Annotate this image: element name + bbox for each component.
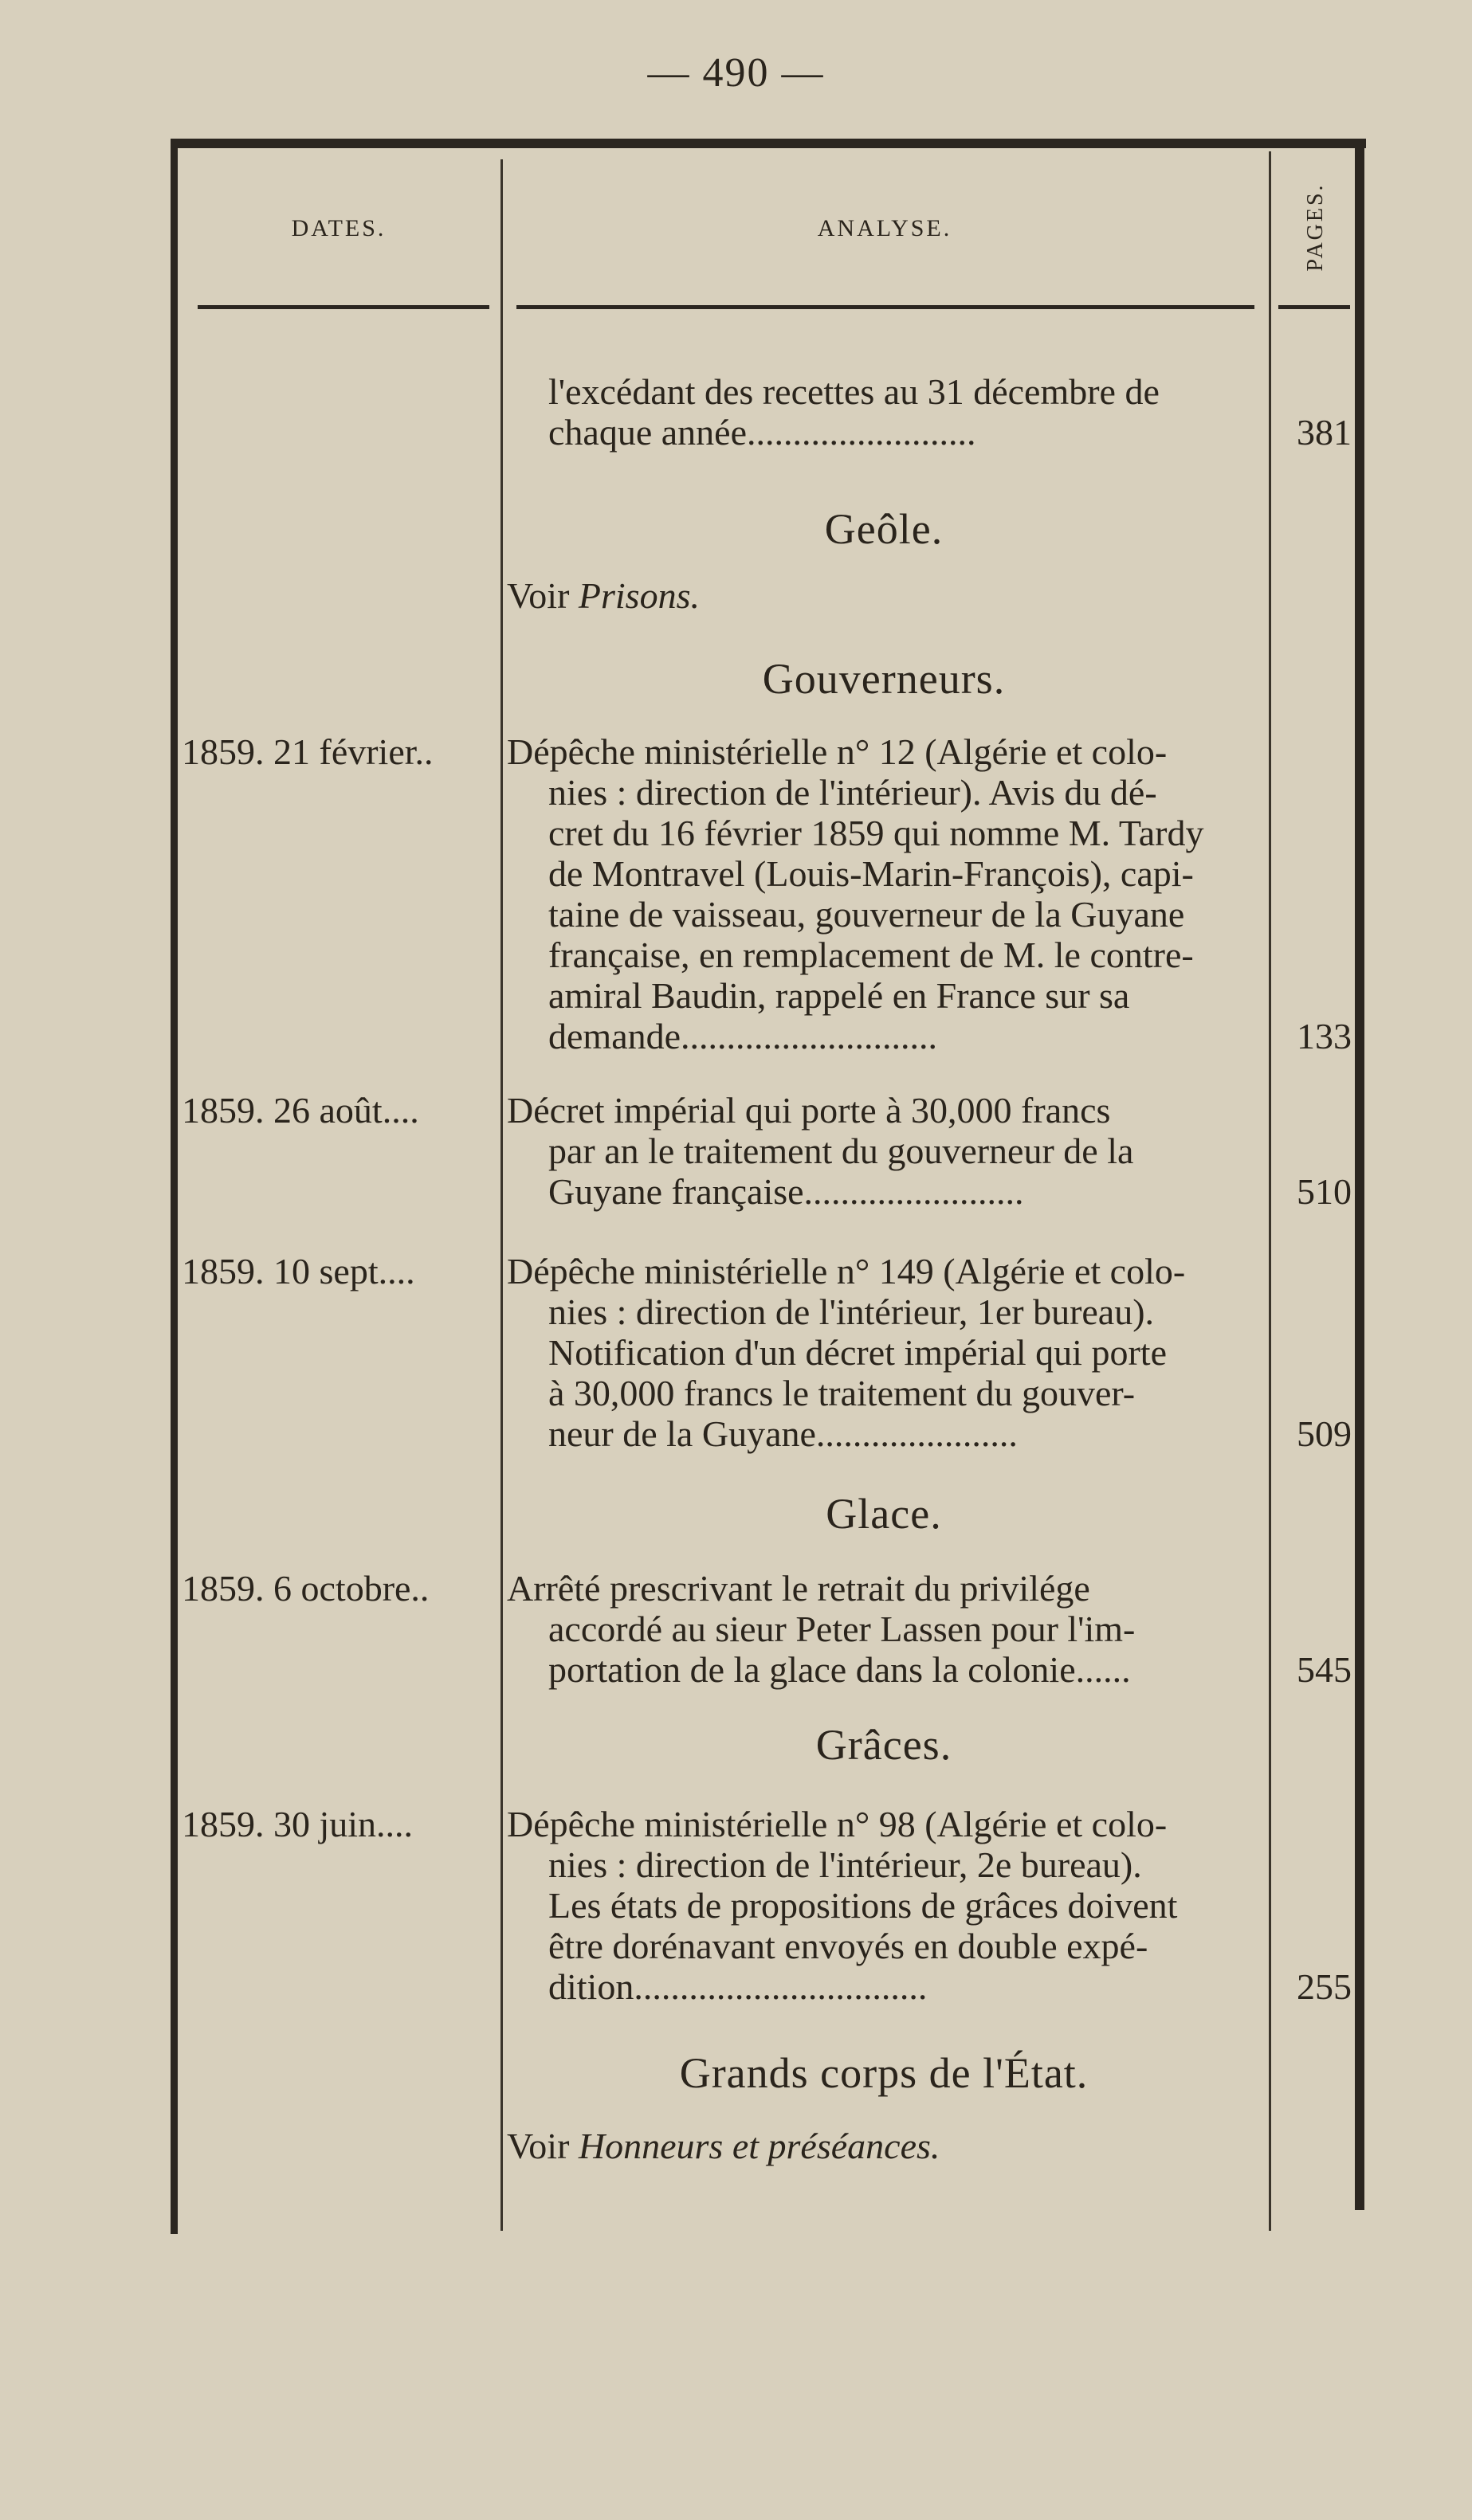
page-reference: 133 (1297, 1016, 1352, 1056)
entry-line: Dépêche ministérielle n° 149 (Algérie et colo- (507, 1251, 1186, 1291)
entry-line: l'excédant des recettes au 31 décembre de (548, 371, 1160, 412)
table-top-border (171, 139, 1366, 148)
entry-line: par an le traitement du gouverneur de la (548, 1131, 1134, 1171)
page-reference: 381 (1297, 412, 1352, 453)
entry-line: de Montravel (Louis-Marin-François), capi- (548, 853, 1194, 894)
entry-line: Notification d'un décret impérial qui porte (548, 1332, 1167, 1373)
entry-line: Décret impérial qui porte à 30,000 francs (507, 1090, 1111, 1131)
entry-analysis (507, 731, 1261, 1056)
section-heading-glace: Glace. (826, 1490, 942, 1538)
entry-line: Les états de propositions de grâces doivent (548, 1885, 1178, 1926)
page-number: — 490 — (647, 50, 825, 96)
entry-analysis (507, 1090, 1261, 1212)
column-header-pages-label: PAGES. (1303, 182, 1328, 272)
page-reference: 255 (1297, 1966, 1352, 2007)
entry-date: 1859. 21 février.. (182, 731, 434, 772)
entry-line: nies : direction de l'intérieur, 1er bureau). (548, 1291, 1155, 1332)
entry-line: française, en remplacement de M. le contre- (548, 935, 1194, 975)
see-reference-grands-corps (507, 2126, 940, 2166)
header-rule-dates (198, 305, 489, 309)
entry-date: 1859. 10 sept.... (182, 1251, 415, 1291)
see-label: Voir (507, 575, 570, 616)
entry-line: dition................................ (548, 1966, 928, 2007)
column-header-dates: DATES. (291, 215, 387, 241)
entry-line: nies : direction de l'intérieur, 2e bureau). (548, 1844, 1142, 1885)
entry-line: accordé au sieur Peter Lassen pour l'im- (548, 1609, 1136, 1649)
entry-date: 1859. 30 juin.... (182, 1804, 414, 1844)
entry-line: Guyane française........................ (548, 1171, 1024, 1212)
entry-line: chaque année......................... (548, 412, 976, 453)
header-rule-pages (1278, 305, 1350, 309)
entry-line: neur de la Guyane...................... (548, 1413, 1018, 1454)
see-reference-geole (507, 575, 700, 616)
entry-analysis (507, 1804, 1261, 2007)
header-rule-analyse (516, 305, 1254, 309)
entry-line: être dorénavant envoyés en double expé- (548, 1926, 1148, 1966)
section-heading-gouverneurs: Gouverneurs. (762, 655, 1006, 703)
column-divider-pages (1269, 151, 1271, 2231)
entry-line: portation de la glace dans la colonie...... (548, 1649, 1131, 1690)
see-target: Honneurs et préséances. (578, 2126, 940, 2166)
column-divider-dates (500, 159, 503, 2231)
column-header-analyse: ANALYSE. (817, 215, 952, 241)
continuation-entry (507, 371, 1261, 453)
section-heading-geole: Geôle. (824, 505, 944, 553)
entry-analysis (507, 1568, 1261, 1690)
entry-line: demande............................ (548, 1016, 938, 1056)
entry-line: amiral Baudin, rappelé en France sur sa (548, 975, 1130, 1016)
entry-line: Dépêche ministérielle n° 12 (Algérie et colo- (507, 731, 1168, 772)
entry-date: 1859. 26 août.... (182, 1090, 419, 1131)
entry-line: Arrêté prescrivant le retrait du privilége (507, 1568, 1090, 1609)
entry-date: 1859. 6 octobre.. (182, 1568, 430, 1609)
page-reference: 510 (1297, 1171, 1352, 1212)
section-heading-grands-corps: Grands corps de l'État. (679, 2049, 1089, 2097)
see-label: Voir (507, 2126, 570, 2166)
page-reference: 509 (1297, 1413, 1352, 1454)
page-reference: 545 (1297, 1649, 1352, 1690)
entry-line: cret du 16 février 1859 qui nomme M. Tardy (548, 813, 1204, 853)
column-header-pages (1280, 159, 1352, 295)
table-left-border (171, 139, 178, 2234)
entry-line: à 30,000 francs le traitement du gouver- (548, 1373, 1136, 1413)
see-target: Prisons. (578, 575, 700, 616)
table-right-border (1355, 139, 1364, 2210)
entry-line: taine de vaisseau, gouverneur de la Guyane (548, 894, 1185, 935)
entry-line: Dépêche ministérielle n° 98 (Algérie et colo- (507, 1804, 1168, 1844)
entry-line: nies : direction de l'intérieur). Avis du dé- (548, 772, 1157, 813)
section-heading-graces: Grâces. (815, 1721, 952, 1769)
entry-analysis (507, 1251, 1261, 1454)
